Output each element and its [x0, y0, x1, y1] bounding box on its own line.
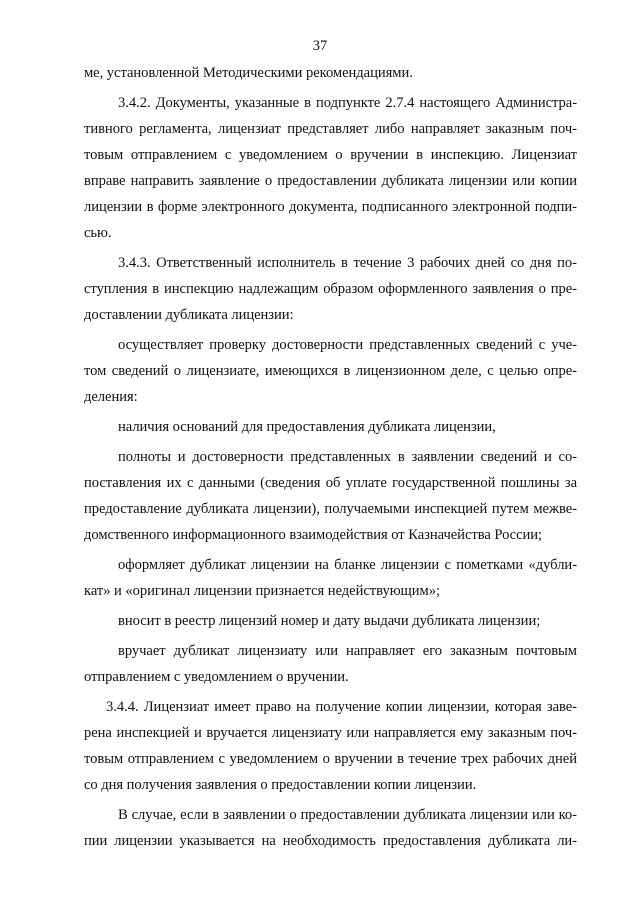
text-line: товым отправлением с уведомлением о вручении в инспекцию. Лицензиат: [84, 147, 577, 163]
text-line: наличия оснований для предоставления дубликата лицензии,: [118, 419, 496, 435]
text-line: полноты и достоверности представленных в заявлении сведений и со-: [118, 449, 577, 465]
text-line: ме, установленной Методическими рекомендациями.: [84, 65, 413, 81]
text-line: 3.4.4. Лицензиат имеет право на получение копии лицензии, которая заве-: [106, 699, 577, 715]
text-line: рена инспекцией и вручается лицензиату или направляется ему заказным поч-: [84, 725, 577, 741]
text-line: товым отправлением с уведомлением о вручении в течение трех рабочих дней: [84, 751, 577, 767]
page-number: 37: [312, 38, 328, 54]
text-line: доставлении дубликата лицензии:: [84, 307, 294, 323]
text-line: домственного информационного взаимодействия от Казначейства России;: [84, 527, 543, 543]
text-line: деления:: [84, 389, 138, 405]
text-line: отправлением с уведомлением о вручении.: [84, 669, 349, 685]
document-body: [84, 60, 577, 854]
text-line: вручает дубликат лицензиату или направляет его заказным почтовым: [118, 643, 577, 659]
text-line: поставления их с данными (сведения об уплате государственной пошлины за: [84, 475, 577, 491]
text-line: лицензии в форме электронного документа, подписанного электронной подпи-: [84, 199, 577, 215]
text-line: вносит в реестр лицензий номер и дату выдачи дубликата лицензии;: [118, 613, 541, 629]
text-line: сью.: [84, 225, 112, 241]
text-line: кат» и «оригинал лицензии признается недействующим»;: [84, 583, 440, 599]
text-line: 3.4.2. Документы, указанные в подпункте 2.7.4 настоящего Администра-: [118, 95, 577, 111]
text-line: оформляет дубликат лицензии на бланке лицензии с пометками «дубли-: [118, 557, 577, 573]
text-line: предоставление дубликата лицензии), получаемыми инспекцией путем межве-: [84, 501, 577, 517]
text-line: тивного регламента, лицензиат представляет либо направляет заказным поч-: [84, 121, 577, 137]
text-line: том сведений о лицензиате, имеющихся в лицензионном деле, с целью опре-: [84, 363, 577, 379]
text-line: осуществляет проверку достоверности представленных сведений с уче-: [118, 337, 577, 353]
text-line: В случае, если в заявлении о предоставлении дубликата лицензии или ко-: [118, 807, 577, 823]
text-line: 3.4.3. Ответственный исполнитель в течение 3 рабочих дней со дня по-: [118, 255, 577, 271]
text-line: пии лицензии указывается на необходимость предоставления дубликата ли-: [84, 833, 577, 849]
text-line: ступления в инспекцию надлежащим образом оформленного заявления о пре-: [84, 281, 577, 297]
text-line: со дня получения заявления о предоставлении копии лицензии.: [84, 777, 477, 793]
text-line: вправе направить заявление о предоставлении дубликата лицензии или копии: [84, 173, 577, 189]
